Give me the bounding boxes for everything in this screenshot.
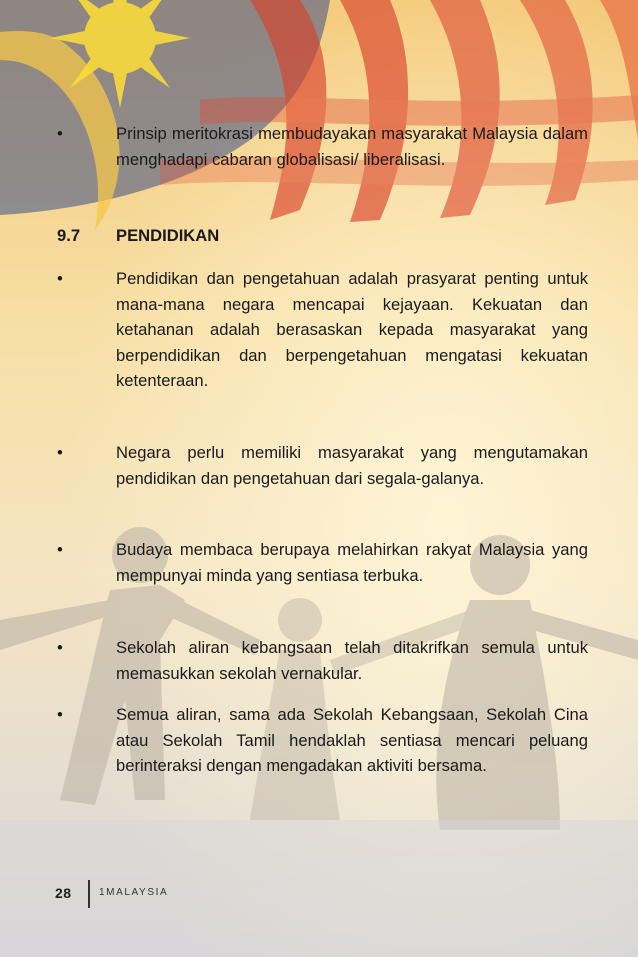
bullet-text: Sekolah aliran kebangsaan telah ditakrifkan semula untuk memasukkan sekolah vernakular. bbox=[116, 638, 588, 683]
bullet-item bbox=[57, 635, 587, 689]
bullet-item bbox=[57, 266, 587, 421]
bullet-item bbox=[57, 121, 587, 201]
footer-divider bbox=[88, 880, 90, 908]
bullet-item bbox=[57, 440, 587, 520]
bullet-marker: • bbox=[57, 638, 63, 657]
bullet-marker: • bbox=[57, 124, 63, 143]
bullet-marker: • bbox=[57, 705, 63, 724]
bullet-item bbox=[57, 537, 587, 617]
page-number: 28 bbox=[55, 885, 72, 901]
bullet-marker: • bbox=[57, 540, 63, 559]
bullet-text: Semua aliran, sama ada Sekolah Kebangsaan, Sekolah Cina atau Sekolah Tamil hendaklah sentiasa mencari peluang berinteraksi dengan mengadakan aktiviti bersama. bbox=[116, 705, 588, 775]
bullet-text: Budaya membaca berupaya melahirkan rakyat Malaysia yang mempunyai minda yang sentiasa terbuka. bbox=[116, 540, 588, 585]
section-number: 9.7 bbox=[57, 226, 81, 245]
bullet-marker: • bbox=[57, 269, 63, 288]
bullet-text: Pendidikan dan pengetahuan adalah prasyarat penting untuk mana-mana negara mencapai kejayaan. Kekuatan dan ketahanan adalah berasaskan kepada masyarakat yang berpendidikan dan berpengetahuan mengatasi kekuatan ketenteraan. bbox=[116, 269, 588, 390]
bullet-marker: • bbox=[57, 443, 63, 462]
bullet-text: Negara perlu memiliki masyarakat yang mengutamakan pendidikan dan pengetahuan dari segala-galanya. bbox=[116, 443, 588, 488]
bullet-item bbox=[57, 702, 587, 808]
bullet-text: Prinsip meritokrasi membudayakan masyarakat Malaysia dalam menghadapi cabaran globalisasi/ liberalisasi. bbox=[116, 124, 588, 169]
section-heading bbox=[57, 223, 587, 249]
section-title: PENDIDIKAN bbox=[116, 226, 220, 245]
footer-brand: 1MALAYSIA bbox=[99, 887, 169, 898]
